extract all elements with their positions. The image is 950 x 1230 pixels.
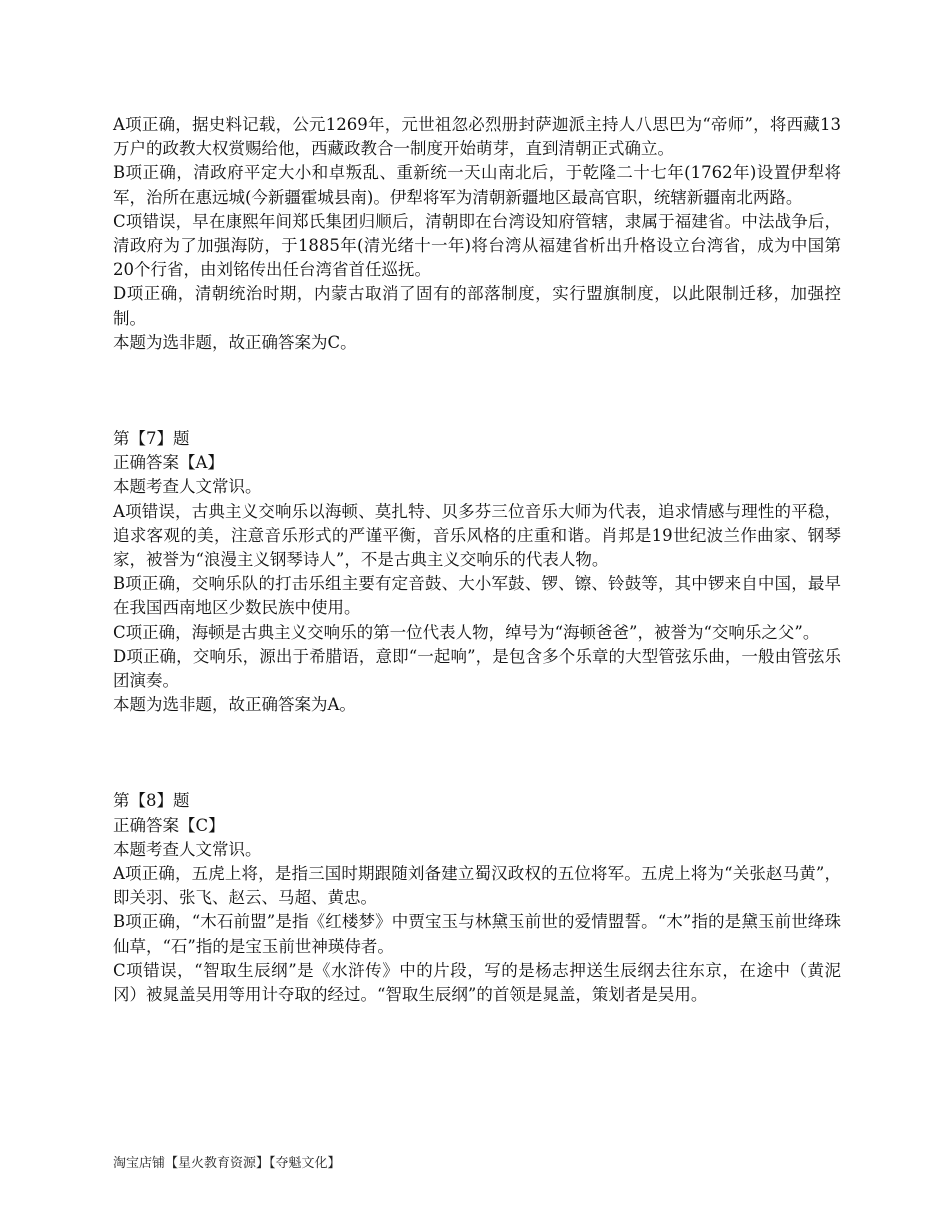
option-d-explanation: D项正确，清朝统治时期，内蒙古取消了固有的部落制度，实行盟旗制度，以此限制迁移，加强控制。 — [113, 284, 841, 328]
question-topic: 本题考查人文常识。 — [113, 839, 262, 859]
section-spacer — [113, 355, 841, 427]
option-b-explanation: B项正确，清政府平定大小和卓叛乱、重新统一天山南北后，于乾隆二十七年(1762年)设置伊犁将军，治所在惠远城(今新疆霍城县南)。伊犁将军为清朝新疆地区最高官职，统辖新疆南北两路。 — [113, 163, 841, 207]
option-c-explanation: C项错误，“智取生辰纲”是《水浒传》中的片段，写的是杨志押送生辰纲去往东京，在途中（黄泥冈）被晁盖吴用等用计夺取的经过。“智取生辰纲”的首领是晁盖，策划者是吴用。 — [113, 960, 841, 1005]
option-c-explanation: C项正确，海顿是古典主义交响乐的第一位代表人物，绰号为“海顿爸爸”，被誉为“交响乐之父”。 — [113, 622, 820, 642]
option-c-explanation: C项错误，早在康熙年间郑氏集团归顺后，清朝即在台湾设知府管辖，隶属于福建省。中法战争后，清政府为了加强海防，于1885年(清光绪十一年)将台湾从福建省析出升格设立台湾省，成为中国第20个行省，由刘铭传出任台湾省首任巡抚。 — [113, 211, 841, 280]
conclusion: 本题为选非题，故正确答案为A。 — [113, 695, 356, 715]
option-b-explanation: B项正确，交响乐队的打击乐组主要有定音鼓、大小军鼓、锣、镲、铃鼓等，其中锣来自中国，最早在我国西南地区少数民族中使用。 — [113, 574, 841, 618]
question-heading: 第【7】题 — [113, 429, 190, 449]
section-spacer — [113, 717, 841, 789]
question-8 — [113, 789, 841, 1007]
option-a-explanation: A项正确，据史料记载，公元1269年，元世祖忽必烈册封萨迦派主持人八思巴为“帝师”，将西藏13万户的政教大权赏赐给他，西藏政教合一制度开始萌芽，直到清朝正式确立。 — [113, 115, 841, 159]
document-page — [113, 113, 841, 1007]
option-a-explanation: A项正确，五虎上将，是指三国时期跟随刘备建立蜀汉政权的五位将军。五虎上将为“关张赵马黄”，即关羽、张飞、赵云、马超、黄忠。 — [113, 864, 841, 908]
conclusion: 本题为选非题，故正确答案为C。 — [113, 332, 357, 352]
question-6-explanation-tail — [113, 113, 841, 355]
question-heading: 第【8】题 — [113, 791, 190, 811]
question-7 — [113, 427, 841, 717]
correct-answer: 正确答案【C】 — [113, 815, 225, 835]
option-b-explanation: B项正确，“木石前盟”是指《红楼梦》中贾宝玉与林黛玉前世的爱情盟誓。“木”指的是黛玉前世绛珠仙草，“石”指的是宝玉前世神瑛侍者。 — [113, 912, 841, 956]
option-a-explanation: A项错误，古典主义交响乐以海顿、莫扎特、贝多芬三位音乐大师为代表，追求情感与理性的平稳，追求客观的美，注意音乐形式的严谨平衡，音乐风格的庄重和谐。肖邦是19世纪波兰作曲家、钢琴家，被誉为“浪漫主义钢琴诗人”，不是古典主义交响乐的代表人物。 — [113, 501, 841, 570]
option-d-explanation: D项正确，交响乐，源出于希腊语，意即“一起响”，是包含多个乐章的大型管弦乐曲，一般由管弦乐团演奏。 — [113, 646, 841, 691]
correct-answer: 正确答案【A】 — [113, 453, 224, 473]
question-topic: 本题考查人文常识。 — [113, 477, 262, 497]
page-footer: 淘宝店铺【星火教育资源】【夺魁文化】 — [113, 1156, 341, 1171]
